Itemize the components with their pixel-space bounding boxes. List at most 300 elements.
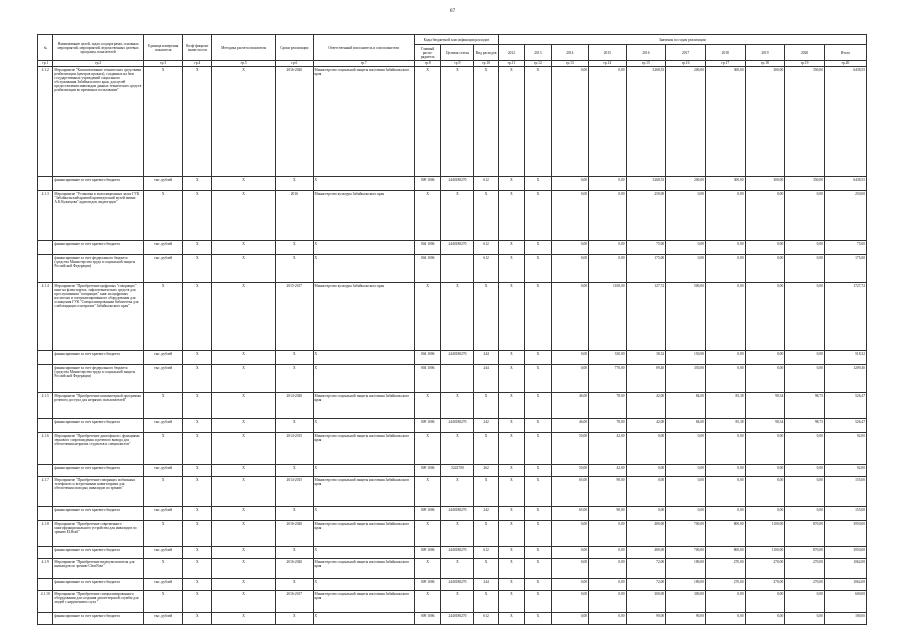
table-cell: 180,00 — [824, 613, 866, 625]
table-cell: 300,00 — [666, 591, 706, 613]
table-cell: 0,00 — [785, 283, 825, 351]
table-cell: тыс. рублей — [143, 241, 183, 255]
table-cell: X — [414, 559, 440, 579]
table-cell: 0,00 — [551, 521, 588, 547]
column-number: гр.1 — [38, 61, 53, 67]
table-cell: 0,00 — [551, 191, 588, 241]
table-cell: X — [143, 521, 183, 547]
header-values-by-year: Значения по годам реализации — [498, 35, 866, 45]
table-cell: 0,00 — [785, 255, 825, 283]
table-cell: 0,00 — [745, 283, 785, 351]
table-cell: 0,00 — [589, 191, 626, 241]
table-cell: Министерство культуры Забайкальского края — [313, 283, 414, 351]
table-cell: X — [441, 191, 474, 241]
header-year: 2017 — [666, 45, 706, 61]
table-cell: 90,00 — [666, 613, 706, 625]
table-cell: X — [474, 477, 498, 507]
table-cell: X — [525, 547, 551, 559]
table-cell: X — [525, 177, 551, 191]
table-cell: X — [212, 419, 276, 433]
header-method: Методика расчета показателя — [212, 35, 276, 61]
table-cell: X — [525, 241, 551, 255]
table-cell: 98,73 — [785, 393, 825, 419]
table-cell: 870,00 — [785, 521, 825, 547]
table-cell: X — [441, 393, 474, 419]
table-cell: X — [498, 465, 524, 477]
table-cell: X — [212, 579, 276, 591]
table-cell: X — [441, 433, 474, 465]
table-cell: 0,00 — [705, 507, 745, 521]
table-cell: 90,00 — [626, 613, 666, 625]
table-cell: Министерство социальной защиты населения Забайкальского края — [313, 521, 414, 547]
table-cell: 0,00 — [626, 477, 666, 507]
table-cell: X — [143, 433, 183, 465]
table-cell: финансирование за счет федерального бюджета (средства Министерства труда и социальной защиты Российской Федерации) — [53, 255, 143, 283]
column-number: гр.13 — [551, 61, 588, 67]
table-cell: 800,00 — [705, 521, 745, 547]
funding-row — [38, 419, 867, 433]
table-cell: X — [414, 521, 440, 547]
table-cell: Министерство социальной защиты населения Забайкальского края — [313, 433, 414, 465]
table-cell: X — [498, 419, 524, 433]
column-number: гр.9 — [441, 61, 474, 67]
table-cell: 0,00 — [666, 433, 706, 465]
measure-row — [38, 477, 867, 507]
table-cell: тыс. рублей — [143, 177, 183, 191]
measure-row — [38, 433, 867, 465]
table-cell: X — [143, 393, 183, 419]
table-cell: 612 — [474, 255, 498, 283]
table-cell: X — [183, 241, 212, 255]
table-cell: X — [183, 177, 212, 191]
funding-row — [38, 365, 867, 393]
table-cell: 870,00 — [785, 547, 825, 559]
table-cell: X — [525, 191, 551, 241]
table-cell: 0,00 — [745, 365, 785, 393]
funding-row — [38, 465, 867, 477]
table-cell: 270,00 — [745, 579, 785, 591]
table-cell: 46,00 — [551, 393, 588, 419]
table-cell: X — [498, 241, 524, 255]
table-cell: 155,00 — [824, 477, 866, 507]
table-cell: X — [498, 613, 524, 625]
table-cell: 46,00 — [551, 419, 588, 433]
header-year: 2015 — [589, 45, 626, 61]
table-cell: X — [414, 393, 440, 419]
column-number: гр.14 — [589, 61, 626, 67]
table-cell: 0,00 — [785, 477, 825, 507]
table-cell: X — [276, 613, 313, 625]
table-cell: X — [498, 433, 524, 465]
table-cell: финансирование за счет краевого бюджета — [53, 419, 143, 433]
table-cell: 0,00 — [589, 255, 626, 283]
table-cell: 0,00 — [705, 283, 745, 351]
table-cell: 480,00 — [626, 521, 666, 547]
table-cell: 004 1006 — [414, 255, 440, 283]
table-cell: 270,00 — [745, 559, 785, 579]
table-cell: 0,00 — [705, 351, 745, 365]
table-cell: 89,40 — [626, 365, 666, 393]
table-cell: 200,00 — [666, 67, 706, 177]
table-cell: 92,00 — [824, 433, 866, 465]
table-cell: 250,00 — [824, 191, 866, 241]
header-year: 2018 — [705, 45, 745, 61]
table-cell — [38, 613, 53, 625]
header-number: № — [38, 35, 53, 61]
table-cell: 242 — [474, 419, 498, 433]
table-cell: X — [212, 613, 276, 625]
table-cell — [38, 507, 53, 521]
table-cell: Мероприятие "Комплектование технических средствами реабилитации (центров проката), созданных на базе государственных учреждений социального обслуживания Забайкальского края, для целей предоставления инвалидам данных технических средств реабилитации во временное пользование" — [53, 67, 143, 177]
table-cell: 4.1.2 — [38, 67, 53, 177]
table-cell: 65,00 — [551, 507, 588, 521]
table-cell: 0,00 — [745, 591, 785, 613]
table-cell: 009 1006 — [414, 177, 440, 191]
table-cell: 004 1006 — [414, 241, 440, 255]
table-cell: 0,00 — [785, 465, 825, 477]
table-cell: 0,00 — [745, 465, 785, 477]
table-cell: 4.1.7 — [38, 477, 53, 507]
table-cell: 0,00 — [666, 507, 706, 521]
table-cell: 1062,00 — [824, 559, 866, 579]
table-cell: 0,00 — [705, 255, 745, 283]
table-cell: 009 1006 — [414, 507, 440, 521]
table-cell: X — [474, 67, 498, 177]
table-cell: X — [525, 507, 551, 521]
table-cell: X — [498, 591, 524, 613]
table-cell: 155,00 — [824, 507, 866, 521]
table-cell: X — [276, 579, 313, 591]
table-cell: 98,73 — [785, 419, 825, 433]
table-cell: 300,00 — [745, 177, 785, 191]
table-cell: 78,00 — [589, 393, 626, 419]
table-cell: тыс. рублей — [143, 419, 183, 433]
table-cell: 350,00 — [666, 365, 706, 393]
table-cell: 0,00 — [666, 465, 706, 477]
table-cell: X — [313, 547, 414, 559]
table-cell: X — [276, 255, 313, 283]
table-cell: 526,47 — [824, 419, 866, 433]
table-cell: 612 — [474, 547, 498, 559]
table-cell: 0,00 — [626, 507, 666, 521]
table-cell: 500,00 — [666, 283, 706, 351]
table-cell: 242 — [474, 507, 498, 521]
table-cell: 0,00 — [551, 255, 588, 283]
table-cell: финансирование за счет краевого бюджета — [53, 465, 143, 477]
table-cell: X — [313, 507, 414, 521]
table-cell: 50,00 — [551, 433, 588, 465]
table-cell: X — [441, 591, 474, 613]
table-cell: 1062,00 — [824, 579, 866, 591]
table-cell: 526,47 — [824, 393, 866, 419]
table-cell: 2440180270 — [441, 507, 474, 521]
table-cell: X — [212, 547, 276, 559]
table-cell: X — [441, 67, 474, 177]
table-cell: финансирование за счет краевого бюджета — [53, 579, 143, 591]
column-number: гр.10 — [474, 61, 498, 67]
table-cell: 270,00 — [705, 579, 745, 591]
table-cell: X — [498, 521, 524, 547]
table-cell: 009 1006 — [414, 613, 440, 625]
table-cell: финансирование за счет федерального бюджета (средства Министерства труда и социальной защиты Российской Федерации) — [53, 365, 143, 393]
measure-row — [38, 393, 867, 419]
table-cell: X — [183, 191, 212, 241]
table-cell: X — [143, 283, 183, 351]
table-cell: 3950,00 — [824, 521, 866, 547]
table-cell: X — [498, 547, 524, 559]
table-cell: X — [525, 365, 551, 393]
table-cell — [38, 365, 53, 393]
table-body — [38, 61, 867, 625]
header-year: 2020 — [785, 45, 825, 61]
table-cell: 0,00 — [551, 177, 588, 191]
header-year: 2013 — [525, 45, 551, 61]
table-cell: X — [474, 591, 498, 613]
table-cell: Мероприятие "Приобретение специализированного оборудования для создания диспетчерской службы для людей с нарушением слуха " — [53, 591, 143, 613]
table-cell: X — [183, 393, 212, 419]
table-cell: X — [525, 579, 551, 591]
table-cell: 0,00 — [745, 477, 785, 507]
table-cell: 612 — [474, 613, 498, 625]
table-cell: Министерство социальной защиты населения Забайкальского края — [313, 559, 414, 579]
table-cell: 0,00 — [589, 67, 626, 177]
table-cell — [38, 255, 53, 283]
table-cell: 0,00 — [745, 241, 785, 255]
page-number: 67 — [449, 8, 456, 14]
table-cell: 4.1.9 — [38, 559, 53, 579]
table-cell: X — [183, 433, 212, 465]
table-cell: 2440180270 — [441, 419, 474, 433]
measure-row — [38, 283, 867, 351]
column-number: гр.5 — [212, 61, 276, 67]
table-cell: 180,00 — [666, 559, 706, 579]
table-cell: X — [212, 393, 276, 419]
table-cell: финансирование за счет краевого бюджета — [53, 507, 143, 521]
table-cell: тыс. рублей — [143, 613, 183, 625]
table-cell — [38, 351, 53, 365]
table-cell: 84,00 — [666, 393, 706, 419]
table-cell: 2440180270 — [441, 547, 474, 559]
measure-row — [38, 67, 867, 177]
table-cell: X — [143, 477, 183, 507]
table-cell: 2014-2015 — [276, 433, 313, 465]
table-cell: X — [183, 547, 212, 559]
table-cell: X — [276, 241, 313, 255]
table-cell: 0,00 — [551, 283, 588, 351]
table-cell: 244 — [474, 351, 498, 365]
table-cell: X — [441, 559, 474, 579]
header-code-article: Целевая статья — [441, 45, 474, 61]
column-number: гр.3 — [143, 61, 183, 67]
table-cell: 175,00 — [626, 255, 666, 283]
table-cell: 65,00 — [551, 477, 588, 507]
table-cell: X — [212, 351, 276, 365]
table-cell: 244 — [474, 365, 498, 393]
table-cell: X — [183, 365, 212, 393]
funding-row — [38, 177, 867, 191]
table-cell: X — [525, 419, 551, 433]
table-cell: 2016-2020 — [276, 521, 313, 547]
table-cell: X — [183, 255, 212, 283]
table-cell: 180,00 — [666, 579, 706, 591]
table-cell — [441, 255, 474, 283]
table-cell: X — [183, 521, 212, 547]
table-cell: X — [525, 67, 551, 177]
column-number: гр.16 — [666, 61, 706, 67]
table-cell: 42,00 — [589, 465, 626, 477]
table-cell: 2016 — [276, 191, 313, 241]
table-cell: 42,00 — [626, 393, 666, 419]
measure-row — [38, 521, 867, 547]
table-cell: 0,00 — [551, 579, 588, 591]
table-cell — [38, 241, 53, 255]
table-cell: 127,72 — [626, 283, 666, 351]
funding-row — [38, 255, 867, 283]
table-cell: 244 — [474, 579, 498, 591]
table-cell: 2016-2020 — [276, 559, 313, 579]
table-cell: X — [212, 433, 276, 465]
table-cell: 0,00 — [705, 365, 745, 393]
table-cell: 480,00 — [626, 547, 666, 559]
table-cell: 90,00 — [589, 477, 626, 507]
funding-row — [38, 579, 867, 591]
table-cell: 1100,00 — [745, 547, 785, 559]
table-cell: X — [212, 255, 276, 283]
table-cell: 330,00 — [589, 351, 626, 365]
table-cell: 42,00 — [589, 433, 626, 465]
table-cell: X — [441, 477, 474, 507]
table-cell: 75,00 — [824, 241, 866, 255]
table-cell: X — [474, 559, 498, 579]
table-cell: 0,00 — [785, 351, 825, 365]
header-code-manager: Главный распо-рядитель — [414, 45, 440, 61]
table-cell: 0,00 — [626, 465, 666, 477]
table-cell: X — [183, 351, 212, 365]
table-cell: 3950,00 — [824, 547, 866, 559]
table-cell: 0,00 — [589, 547, 626, 559]
table-cell: X — [498, 559, 524, 579]
table-cell: X — [498, 177, 524, 191]
table-cell: 0,00 — [666, 241, 706, 255]
table-cell: X — [183, 507, 212, 521]
table-cell: X — [183, 67, 212, 177]
table-cell: 612 — [474, 241, 498, 255]
table-cell: X — [414, 67, 440, 177]
table-cell: X — [212, 191, 276, 241]
table-cell: 600,00 — [824, 591, 866, 613]
table-cell: тыс. рублей — [143, 465, 183, 477]
table-cell: X — [498, 255, 524, 283]
table-cell: 4.1.10 — [38, 591, 53, 613]
table-cell: X — [276, 465, 313, 477]
table-cell: 50,00 — [551, 465, 588, 477]
table-cell: 1727,72 — [824, 283, 866, 351]
table-cell: 0,00 — [745, 255, 785, 283]
table-cell: 175,00 — [824, 255, 866, 283]
column-number: гр.12 — [525, 61, 551, 67]
table-cell: 2440180270 — [441, 613, 474, 625]
table-cell — [38, 419, 53, 433]
table-cell: X — [414, 591, 440, 613]
table-cell: 009 1006 — [414, 465, 440, 477]
table-cell: 270,00 — [705, 559, 745, 579]
header-year: 2016 — [626, 45, 666, 61]
table-cell: 1100,00 — [589, 283, 626, 351]
table-cell: 0,00 — [551, 241, 588, 255]
table-cell: 4.1.3 — [38, 191, 53, 241]
table-cell: X — [276, 419, 313, 433]
table-cell: X — [313, 255, 414, 283]
table-cell: 009 1006 — [414, 419, 440, 433]
table-cell: X — [313, 465, 414, 477]
table-cell: 700,00 — [666, 547, 706, 559]
table-cell: Министерство социальной защиты населения Забайкальского края — [313, 393, 414, 419]
table-cell: 2015-2017 — [276, 283, 313, 351]
table-cell: 85,38 — [705, 419, 745, 433]
table-cell: 0,00 — [785, 591, 825, 613]
table-cell: X — [212, 465, 276, 477]
table-cell: X — [183, 477, 212, 507]
table-cell: 0,00 — [666, 255, 706, 283]
table-cell — [441, 365, 474, 393]
column-number: гр.7 — [313, 61, 414, 67]
table-cell: X — [414, 433, 440, 465]
table-cell: X — [212, 507, 276, 521]
table-cell: X — [498, 191, 524, 241]
table-cell: X — [414, 477, 440, 507]
table-cell: 0,00 — [705, 465, 745, 477]
table-cell: 0,00 — [589, 177, 626, 191]
table-cell: 90,00 — [589, 507, 626, 521]
table-cell: X — [414, 283, 440, 351]
column-number: гр.2 — [53, 61, 143, 67]
table-cell: X — [313, 579, 414, 591]
header-period: Сроки реализации — [276, 35, 313, 61]
column-number: гр.17 — [705, 61, 745, 67]
table-cell: 98,34 — [745, 393, 785, 419]
table-cell: 009 1006 — [414, 579, 440, 591]
table-cell: 0,00 — [745, 507, 785, 521]
header-year: 2014 — [551, 45, 588, 61]
table-cell: X — [313, 241, 414, 255]
table-cell: 300,00 — [705, 177, 745, 191]
table-cell — [38, 465, 53, 477]
table-cell: X — [525, 393, 551, 419]
table-cell: финансирование за счет краевого бюджета — [53, 351, 143, 365]
table-cell: 0,00 — [785, 613, 825, 625]
table-cell: тыс. рублей — [143, 365, 183, 393]
table-cell: X — [212, 477, 276, 507]
table-cell: 300,00 — [705, 67, 745, 177]
table-cell: X — [474, 433, 498, 465]
table-cell: X — [474, 283, 498, 351]
column-number: гр.19 — [785, 61, 825, 67]
table-cell: 98,34 — [745, 419, 785, 433]
table-cell: 004 1006 — [414, 365, 440, 393]
header-row-top — [38, 35, 867, 45]
table-cell: 250,00 — [626, 191, 666, 241]
table-cell: Мероприятие "Приобретение современного многофункционального устройства для инвалидов по зрению ELBrail" — [53, 521, 143, 547]
table-cell: финансирование за счет краевого бюджета — [53, 613, 143, 625]
table-cell: 1209,40 — [824, 365, 866, 393]
table-cell: X — [474, 393, 498, 419]
table-cell: X — [441, 521, 474, 547]
table-cell: 92,00 — [824, 465, 866, 477]
table-cell: 009 1006 — [414, 547, 440, 559]
header-total: Итого — [824, 45, 866, 61]
column-number: гр.15 — [626, 61, 666, 67]
table-cell: тыс. рублей — [143, 255, 183, 283]
